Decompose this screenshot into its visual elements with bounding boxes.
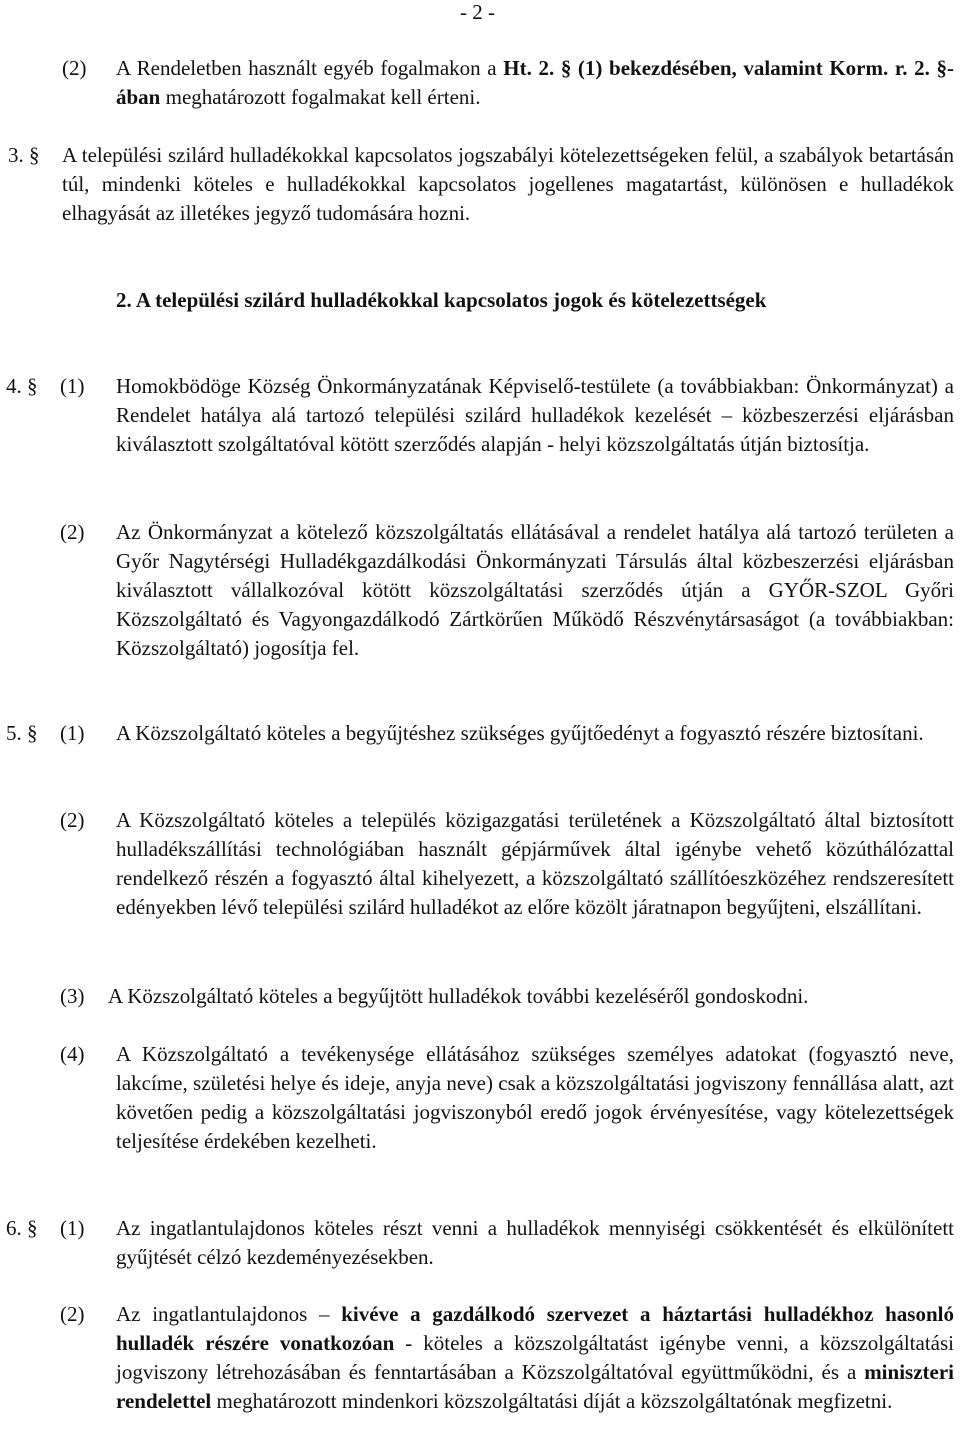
paragraph-number: (3) bbox=[60, 984, 85, 1008]
section-text: A települési szilárd hulladékokkal kapcsolatos jogszabályi kötelezettségeken felül, a szabályok betartásán túl, mindenki köteles e hulladékokkal kapcsolatos jogellenes magatartást, különösen e hulladékok elhagyását az illetékes jegyző tudomására hozni. bbox=[62, 143, 954, 225]
page-number: - 2 - bbox=[460, 0, 495, 24]
emphasis-text: miniszteri rendelettel bbox=[116, 1360, 954, 1413]
paragraph-number: (2) bbox=[60, 808, 85, 832]
paragraph-text: Az ingatlantulajdonos – bbox=[116, 1302, 342, 1326]
section-4-paragraph-2: Az Önkormányzat a kötelező közszolgáltatás ellátásával a rendelet hatálya alá tartozó területen a Győr Nagytérségi Hulladékgazdálkodási Önkormányzati Társulás által közbeszerzési eljárásban kiválasztott vállalkozóval kötött közszolgáltatási szerződés útján a GYŐR-SZOL Győri Közszolgáltató és Vagyongazdálkodó Zártkörűen Működő Részvénytársaságot (a továbbiakban: Közszolgáltató) jogosítja fel. bbox=[116, 520, 954, 660]
emphasis-text: kivéve a gazdálkodó szervezet a háztartási hulladékhoz hasonló hulladék részére vonatkozóan bbox=[116, 1302, 954, 1355]
section-6-paragraph-1: Az ingatlantulajdonos köteles részt venni a hulladékok mennyiségi csökkentését és elkülönített gyűjtését célzó kezdeményezésekben. bbox=[116, 1216, 954, 1269]
section-5-paragraph-4: A Közszolgáltató a tevékenysége ellátásához szükséges személyes adatokat (fogyasztó neve, lakcíme, születési helye és ideje, anyja neve) csak a közszolgáltatási jogviszony fennállása alatt, azt követően pedig a közszolgáltatási jogviszonyból eredő jogok érvényesítése, vagy kötelezettségek teljesítése érdekében kezelheti. bbox=[116, 1042, 954, 1153]
paragraph-text: meghatározott mindenkori közszolgáltatási díját a közszolgáltatónak megfizetni. bbox=[211, 1389, 893, 1413]
paragraph-2-2 bbox=[116, 54, 954, 112]
section-5-paragraph-3: A Közszolgáltató köteles a begyűjtött hulladékok további kezeléséről gondoskodni. bbox=[108, 984, 809, 1008]
section-4-paragraph-1: Homokbödöge Község Önkormányzatának Képviselő-testülete (a továbbiakban: Önkormányzat) a Rendelet hatálya alá tartozó települési szilárd hulladékok kezelését – közbeszerzési eljárásban kiválasztott szolgáltatóval kötött szerződés alapján - helyi közszolgáltatás útján biztosítja. bbox=[116, 374, 954, 456]
paragraph-number: (2) bbox=[62, 56, 87, 80]
legal-reference: Ht. 2. § (1) bekezdésében, valamint Korm. r. 2. §-ában bbox=[116, 56, 954, 109]
paragraph-text: A Közszolgáltató köteles a begyűjtéshez szükséges gyűjtőedényt a fogyasztó részére biztosítani. bbox=[116, 721, 924, 745]
section-5-paragraph-1 bbox=[116, 719, 954, 748]
paragraph-number: (2) bbox=[60, 1302, 85, 1326]
section-number: 5. § bbox=[6, 721, 38, 745]
section-number: 4. § bbox=[6, 374, 38, 398]
chapter-heading: 2. A települési szilárd hulladékokkal kapcsolatos jogok és kötelezettségek bbox=[116, 288, 767, 312]
paragraph-text: meghatározott fogalmakat kell érteni. bbox=[160, 85, 481, 109]
paragraph-number: (1) bbox=[60, 374, 85, 398]
paragraph-text: A Rendeletben használt egyéb fogalmakon a bbox=[116, 56, 504, 80]
section-number: 3. § bbox=[8, 143, 40, 167]
paragraph-number: (1) bbox=[60, 1216, 85, 1240]
section-number: 6. § bbox=[6, 1216, 38, 1240]
section-5-paragraph-2: A Közszolgáltató köteles a település közigazgatási területének a Közszolgáltató által biztosított hulladékszállítási technológiában használt gépjárművek által igénybe vehető közúthálózattal rendelkező részén a fogyasztó által kihelyezett, a közszolgáltató szállítóeszközéhez rendszeresített edényekben lévő települési szilárd hulladékot az előre közölt járatnapon begyűjteni, elszállítani. bbox=[116, 808, 954, 919]
section-6-paragraph-2 bbox=[116, 1300, 954, 1416]
section-3 bbox=[8, 141, 954, 228]
paragraph-number: (4) bbox=[60, 1042, 85, 1066]
paragraph-text: - köteles a közszolgáltatást igénybe venni, a közszolgáltatási jogviszony létrehozásában és fenntartásában a Közszolgáltatóval együttműködni, és a bbox=[116, 1331, 954, 1384]
paragraph-number: (1) bbox=[60, 721, 85, 745]
paragraph-number: (2) bbox=[60, 520, 85, 544]
